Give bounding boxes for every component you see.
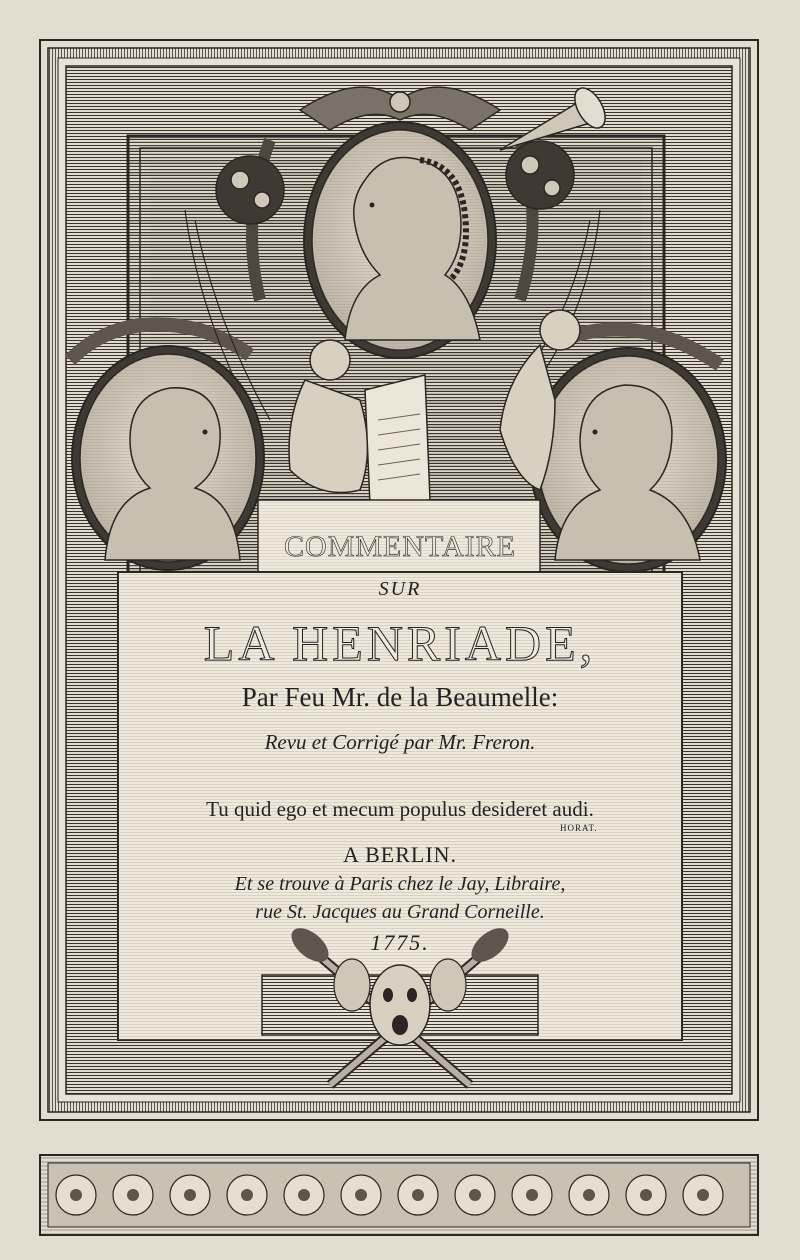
book-icon (365, 375, 430, 505)
title-commentaire: COMMENTAIRE (284, 530, 516, 563)
imprint-address: rue St. Jacques au Grand Corneille. (255, 901, 545, 923)
author-line: Par Feu Mr. de la Beaumelle: (241, 682, 559, 712)
portrait-medallion-right (530, 348, 726, 572)
motto-source: HORAT. (560, 823, 598, 833)
imprint-place: A BERLIN. (342, 842, 458, 867)
imprint-seller: Et se trouve à Paris chez le Jay, Libraire, (234, 873, 566, 895)
title-henriade: LA HENRIADE, (203, 615, 597, 671)
revised-line: Revu et Corrigé par Mr. Freron. (264, 730, 536, 754)
portrait-medallion-left (72, 346, 264, 570)
portrait-medallion-center (304, 122, 496, 358)
rosette-frieze (40, 1155, 758, 1235)
motto: Tu quid ego et mecum populus desideret audi. (206, 797, 594, 821)
title-sur: SUR (378, 578, 422, 600)
imprint-year: 1775. (370, 930, 430, 955)
